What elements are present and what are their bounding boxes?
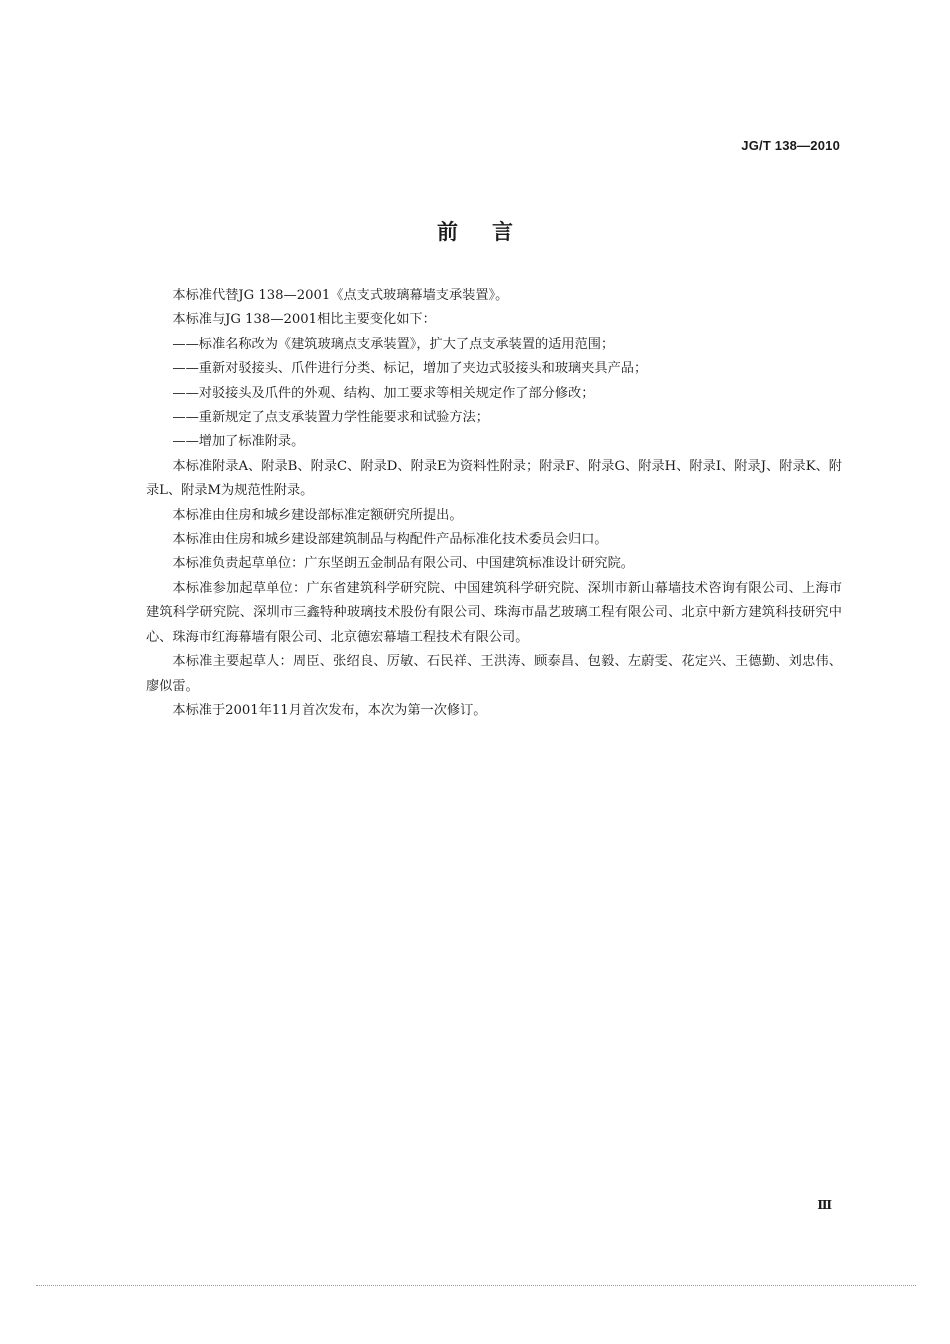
scan-artifact-line	[36, 1285, 916, 1286]
change-item: ——重新对驳接头、爪件进行分类、标记，增加了夹边式驳接头和玻璃夹具产品；	[172, 361, 648, 377]
paragraph-changes-intro: 本标准与JG 138—2001相比主要变化如下：	[172, 312, 436, 328]
paragraph-replaces: 本标准代替JG 138—2001《点支式玻璃幕墙支承装置》。	[172, 288, 509, 303]
change-item: ——增加了标准附录。	[172, 434, 305, 450]
paragraph-lead-drafters: 本标准负责起草单位：广东坚朗五金制品有限公司、中国建筑标准设计研究院。	[172, 556, 634, 572]
change-item: ——标准名称改为《建筑玻璃点支承装置》，扩大了点支承装置的适用范围；	[172, 336, 615, 352]
paragraph-release-history: 本标准于2001年11月首次发布，本次为第一次修订。	[172, 702, 487, 718]
standard-number: JG/T 138—2010	[741, 138, 840, 153]
page-title: 前言	[437, 220, 547, 244]
paragraph-participating-drafters: 本标准参加起草单位：广东省建筑科学研究院、中国建筑科学研究院、深圳市新山幕墙技术咨询有限公司、上海市建筑科学研究院、深圳市三鑫特种玻璃技术股份有限公司、珠海市晶艺玻璃工程有限公司、北京中新方建筑科技研究中心、珠海市红海幕墙有限公司、北京德宏幕墙工程技术有限公司。	[146, 580, 842, 645]
foreword-body	[146, 284, 842, 723]
paragraph-administered-by: 本标准由住房和城乡建设部建筑制品与构配件产品标准化技术委员会归口。	[172, 532, 608, 548]
change-item: ——重新规定了点支承装置力学性能要求和试验方法；	[172, 410, 489, 426]
paragraph-main-authors: 本标准主要起草人：周臣、张绍良、厉敏、石民祥、王洪涛、顾泰昌、包毅、左蔚雯、花定兴、王德勤、刘忠伟、廖似雷。	[146, 654, 842, 694]
paragraph-annexes: 本标准附录A、附录B、附录C、附录D、附录E为资料性附录；附录F、附录G、附录H、附录I、附录J、附录K、附录L、附录M为规范性附录。	[146, 458, 842, 499]
change-item: ——对驳接头及爪件的外观、结构、加工要求等相关规定作了部分修改；	[172, 385, 595, 401]
paragraph-proposed-by: 本标准由住房和城乡建设部标准定额研究所提出。	[172, 507, 463, 523]
page-number: Ⅲ	[817, 1198, 832, 1212]
